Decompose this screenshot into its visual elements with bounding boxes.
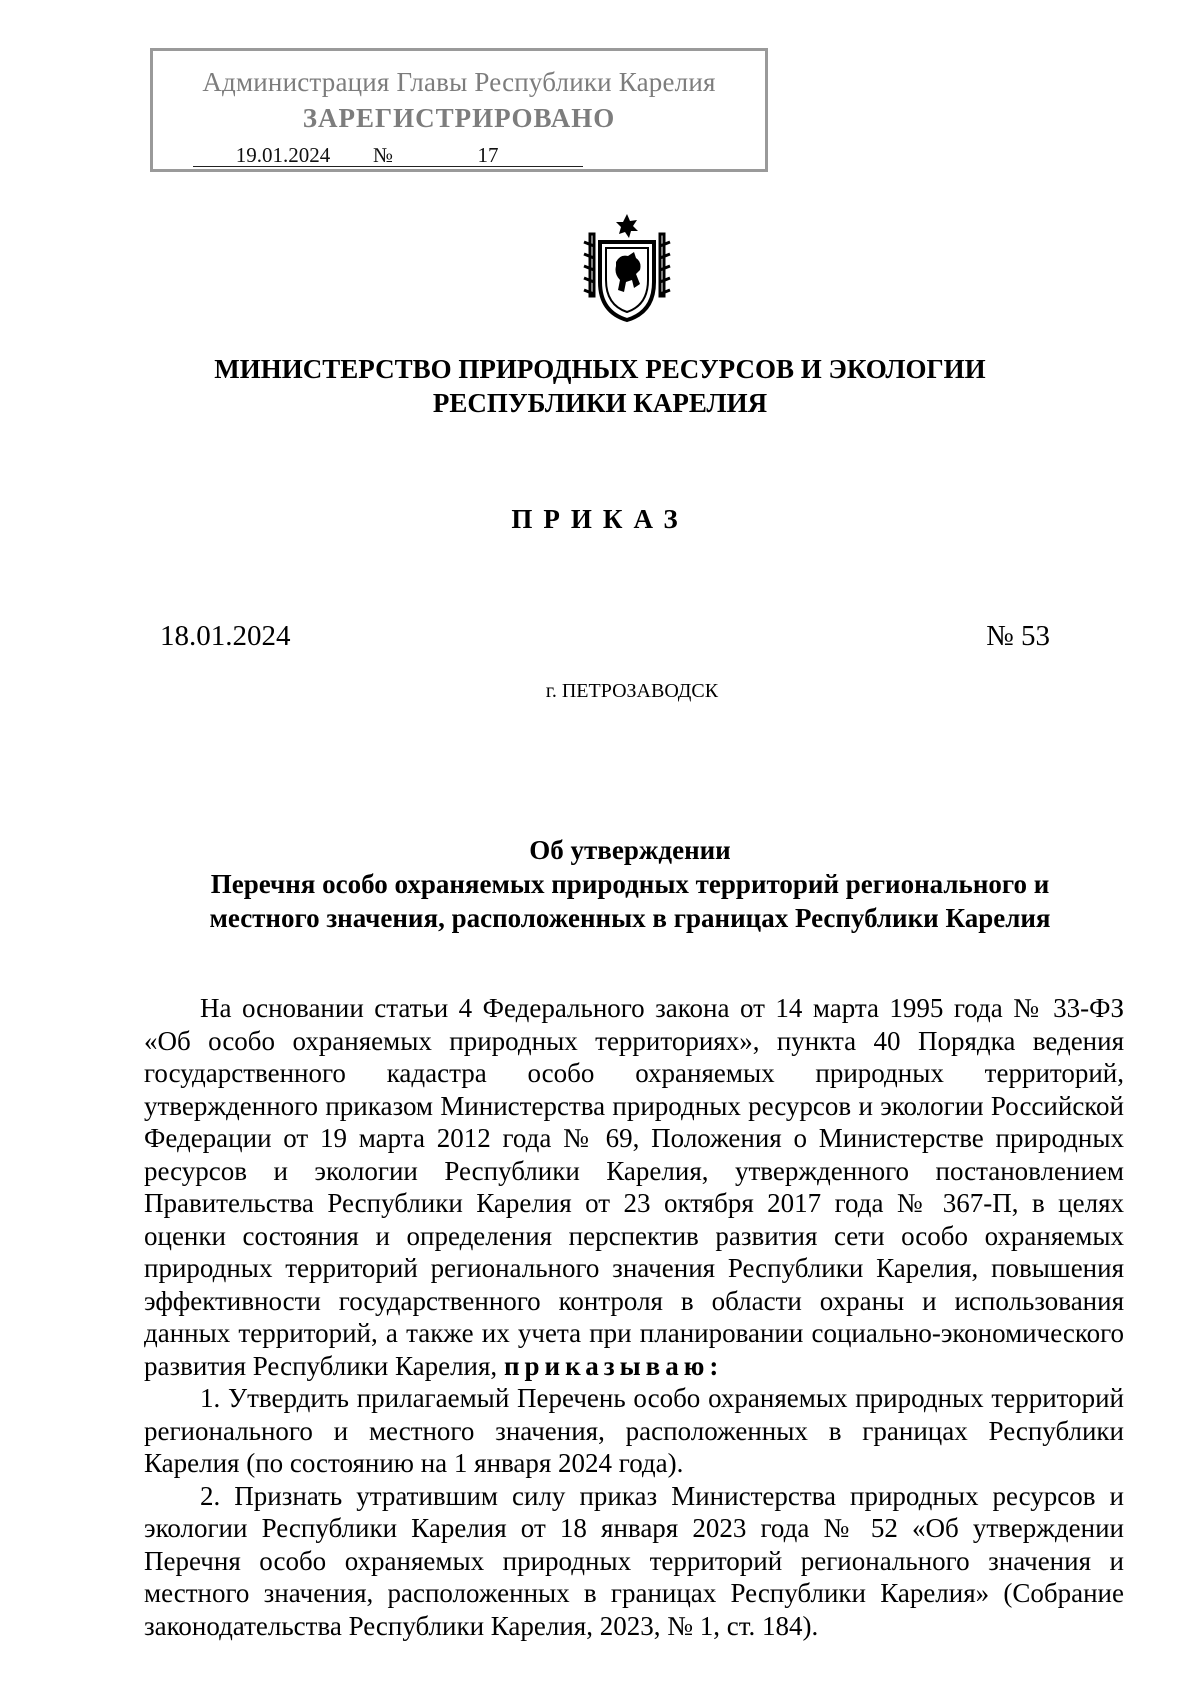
order-item-1: 1. Утвердить прилагаемый Перечень особо охраняемых природных территорий регионального и местного значения, расположенных в границах Республики Карелия (по состоянию на 1 января 2024 года).: [144, 1383, 1124, 1478]
order-date: 18.01.2024: [160, 620, 291, 652]
coat-of-arms-icon: [580, 212, 674, 324]
stamp-number-sign: №: [373, 143, 394, 167]
order-body: [144, 992, 1124, 1642]
document-type: ПРИКАЗ: [511, 504, 689, 534]
subject-line1: Об утверждении: [529, 835, 731, 865]
order-item-2: 2. Признать утратившим силу приказ Министерства природных ресурсов и экологии Республики Карелия от 18 января 2023 года № 52 «Об утверждении Перечня особо охраняемых природных территорий регионального значения и местного значения, расположенных в границах Республики Карелия» (Собрание законодательства Республики Карелия, 2023, № 1, ст. 184).: [144, 1480, 1124, 1641]
city: г. ПЕТРОЗАВОДСК: [545, 680, 719, 702]
stamp-date: 19.01.2024: [193, 144, 373, 167]
subject-line2: Перечня особо охраняемых природных территорий регионального и: [210, 869, 1050, 899]
ministry-name: [0, 352, 1200, 420]
stamp-authority: Администрация Главы Республики Карелия: [202, 67, 716, 97]
ministry-name-line2: РЕСПУБЛИКИ КАРЕЛИЯ: [432, 388, 768, 418]
registration-stamp: [150, 48, 768, 172]
ministry-name-line1: МИНИСТЕРСТВО ПРИРОДНЫХ РЕСУРСОВ И ЭКОЛОГИИ: [214, 354, 986, 384]
stamp-registration-line: [193, 143, 583, 168]
stamp-number: 17: [393, 144, 583, 167]
order-subject: [120, 833, 1140, 935]
preamble-text: На основании статьи 4 Федерального закона от 14 марта 1995 года № 33-ФЗ «Об особо охраняемых природных территориях», пункта 40 Порядка ведения государственного кадастра особо охраняемых природных территорий, утвержденного приказом Министерства природных ресурсов и экологии Российской Федерации от 19 марта 2012 года № 69, Положения о Министерстве природных ресурсов и экологии Республики Карелия, утвержденного постановлением Правительства Республики Карелия от 23 октября 2017 года № 367-П, в целях оценки состояния и определения перспектив развития сети особо охраняемых природных территорий регионального значения Республики Карелия, повышения эффективности государственного контроля в области охраны и использования данных территорий, а также их учета при планировании социально-экономического развития Республики Карелия,: [144, 993, 1124, 1381]
order-colon: :: [709, 1350, 719, 1381]
order-word: приказываю: [503, 1350, 710, 1381]
subject-line3: местного значения, расположенных в границах Республики Карелия: [209, 903, 1051, 933]
preamble-paragraph: [144, 992, 1124, 1382]
stamp-registered: ЗАРЕГИСТРИРОВАНО: [302, 103, 616, 133]
order-number: № 53: [986, 620, 1050, 652]
